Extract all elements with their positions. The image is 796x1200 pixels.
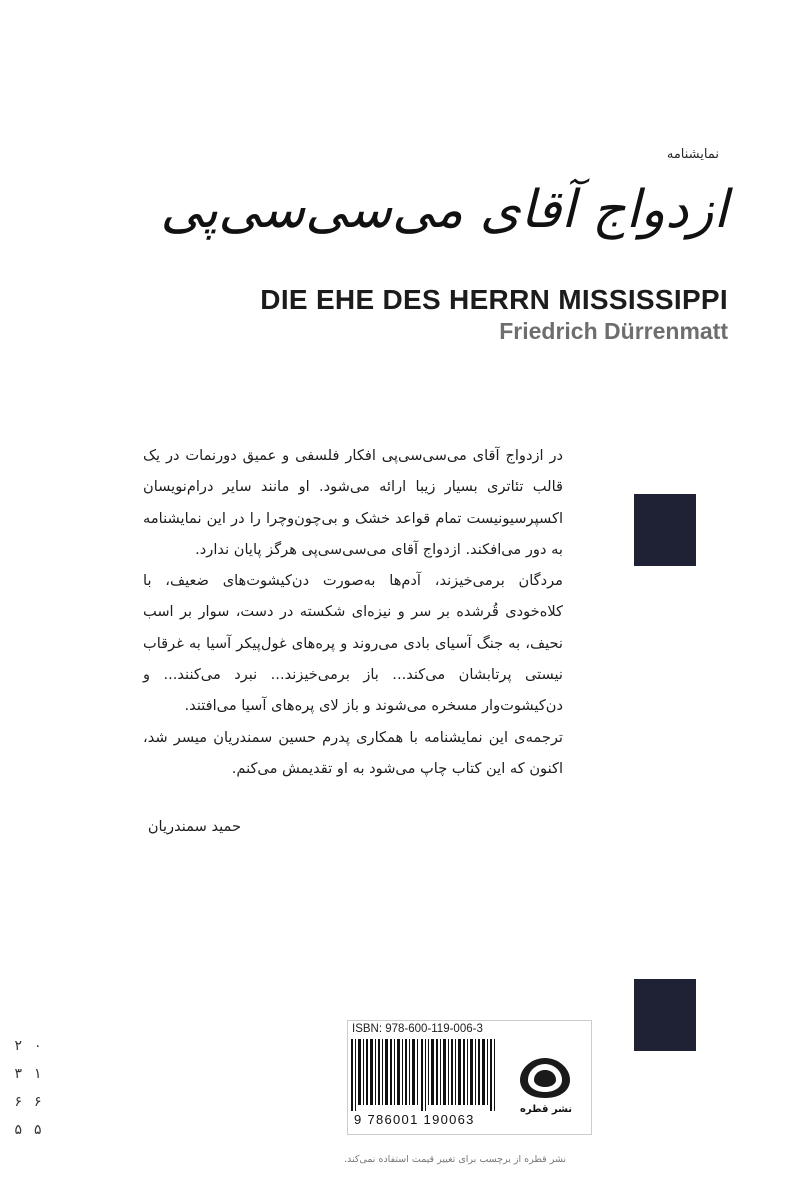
price-note: نشر قطره از برچسب برای تغییر قیمت استفاده نمی‌کند. [344, 1154, 567, 1165]
decorative-square-bottom [634, 979, 696, 1051]
spine-mark: ۶ [14, 1094, 22, 1110]
spine-mark: ۵ [14, 1122, 22, 1138]
publisher-logo-icon [516, 1056, 574, 1100]
persian-title: ازدواج آقای می‌سی‌سی‌پی [160, 180, 728, 240]
blurb-paragraph-1: در ازدواج آقای می‌سی‌سی‌پی افکار فلسفی و عمیق دورنمات در یک قالب تئاتری بسیار زیبا ارائه می‌شود. او مانند سایر درام‌نویسان اکسپرسیونیست تمام قواعد خشک و بی‌چون‌وچرا را در این نمایشنامه به دور می‌افکند. ازدواج آقای می‌سی‌سی‌پی هرگز پایان ندارد. [143, 447, 563, 558]
spine-mark: ۲ [14, 1038, 22, 1054]
spine-mark: ۶ [34, 1094, 42, 1110]
publisher-name: نشر قطره [520, 1104, 573, 1115]
barcode-number: 9 786001 190063 [354, 1112, 475, 1127]
decorative-square-top [634, 494, 696, 566]
spine-mark: ۰ [34, 1038, 42, 1054]
spine-mark: ۱ [34, 1066, 42, 1082]
barcode-icon [349, 1039, 509, 1111]
spine-marks [6, 1038, 50, 1138]
genre-label: نمایشنامه [666, 147, 719, 162]
original-title: DIE EHE DES HERRN MISSISSIPPI [260, 284, 728, 315]
blurb-paragraph-3: ترجمه‌ی این نمایشنامه با همکاری پدرم حسین سمندریان میسر شد، اکنون که این کتاب چاپ می‌شود به او تقدیمش می‌کنم. [143, 728, 563, 777]
blurb-text [143, 440, 563, 784]
isbn-text: ISBN: 978-600-119-006-3 [352, 1023, 483, 1035]
spine-mark: ۳ [14, 1066, 22, 1082]
spine-mark: ۵ [34, 1122, 42, 1138]
translator-signature: حمید سمندریان [147, 818, 241, 835]
author-name: Friedrich Dürrenmatt [499, 318, 728, 344]
blurb-paragraph-2: مردگان برمی‌خیزند، آدم‌ها به‌صورت دن‌کیشوت‌های ضعیف، با کلاه‌خودی قُرشده بر سر و نیزه‌ای شکسته در دست، سوار بر اسب نحیف، به جنگ آسیای بادی می‌روند و پره‌های غول‌پیکر آسیا به غرقاب نیستی پرتابشان می‌کند... باز برمی‌خیزند... نبرد می‌کنند... و دن‌کیشوت‌وار مسخره می‌شوند و باز لای پره‌های آسیا می‌افتند. [143, 572, 563, 715]
